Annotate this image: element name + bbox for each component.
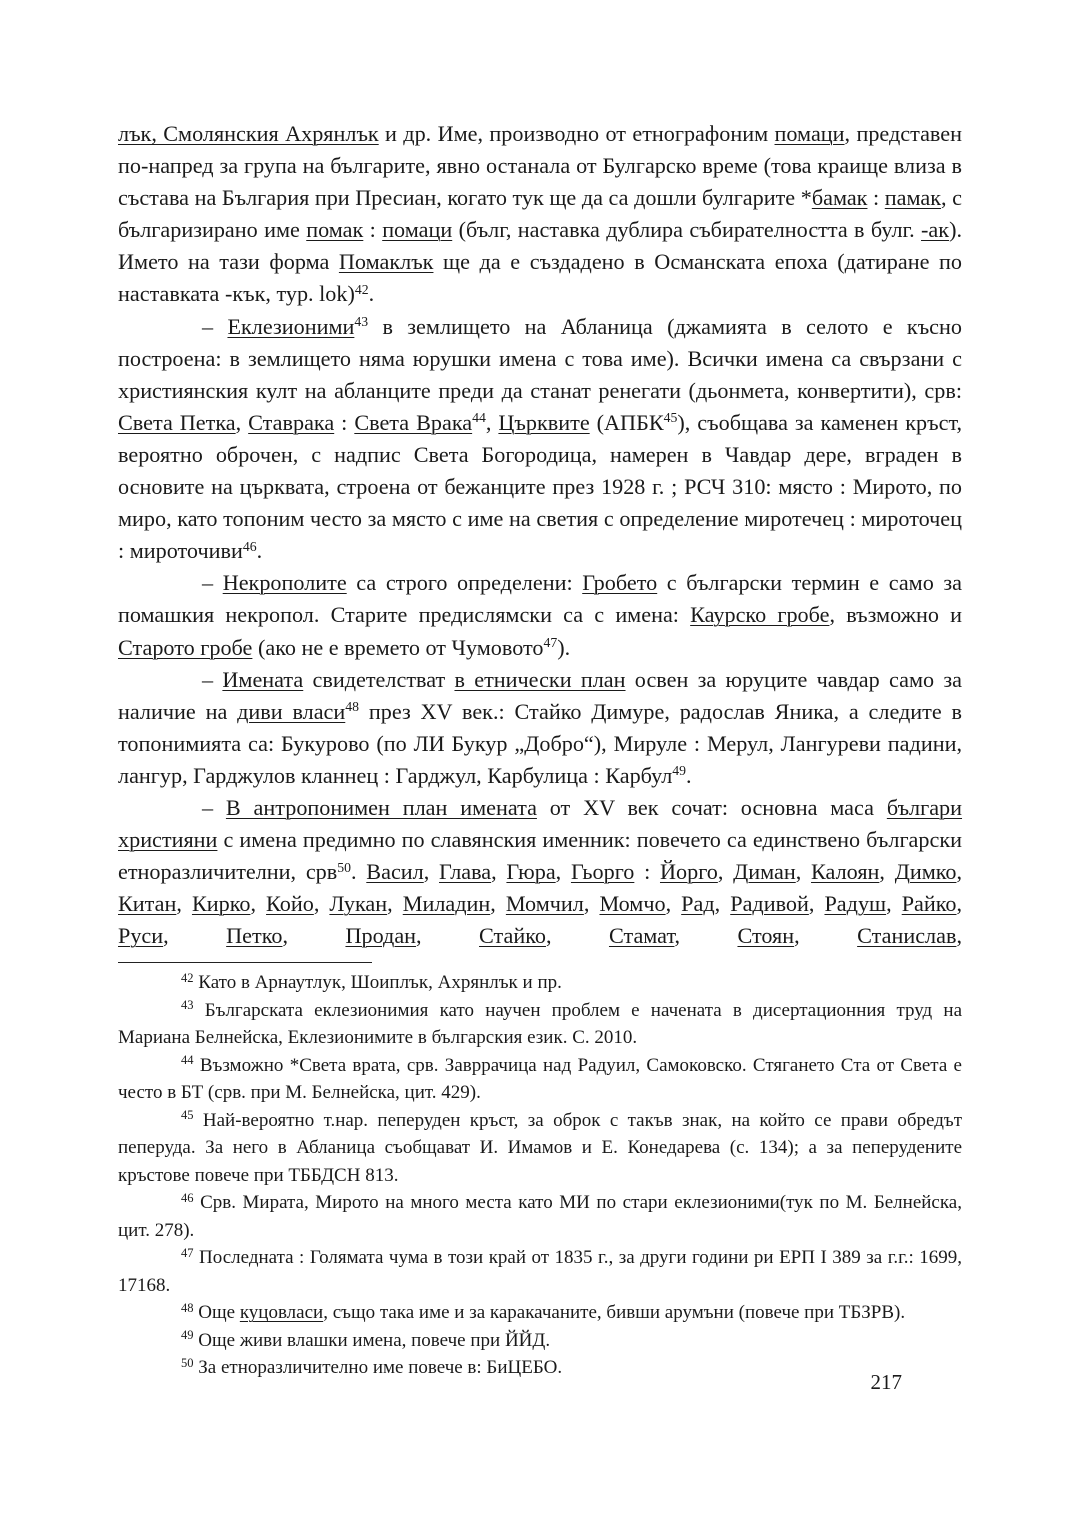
text-run: ще да е създадено в Османската епоха (датиране по наставката -кък, тур. lok) — [118, 249, 962, 307]
footnote-44 — [118, 1052, 962, 1107]
underlined-term: Света Врака — [354, 409, 473, 435]
name-separator: , — [313, 891, 330, 917]
personal-name: Йорго — [659, 859, 718, 885]
text-run: и др. Име, производно от етнографоним — [378, 121, 775, 146]
name-separator: , — [886, 891, 902, 917]
text-run: ). — [557, 634, 571, 660]
personal-name: Продан — [345, 923, 417, 949]
text-run: – — [202, 666, 223, 692]
text-run: : — [363, 217, 383, 243]
footnote-number: 48 — [181, 1300, 194, 1315]
personal-name: Момчил — [505, 891, 584, 917]
personal-name: Гюра — [506, 859, 556, 885]
name-separator: , — [583, 891, 600, 917]
name-separator: , — [163, 923, 227, 949]
footnote-43 — [118, 997, 962, 1052]
personal-name: Васил — [366, 859, 424, 885]
underlined-term: помаци — [774, 121, 845, 146]
footnote-ref[interactable]: 48 — [345, 699, 360, 715]
footnote-46 — [118, 1189, 962, 1244]
footnote-text: Възможно *Света врата, срв. Завррачица над Радуил, Самоковско. Стягането Ста от Света е често в БТ (срв. при М. Белнейска, цит. 429). — [118, 1054, 962, 1104]
footnote-text: Последната : Голямата чума в този край от 1835 г., за други години ри ЕРП I 389 за г.г.: 1699, 17168. — [118, 1247, 963, 1296]
page-content — [118, 118, 962, 1382]
underlined-term: В антропонимен план имената — [225, 794, 537, 820]
footnote-42 — [118, 969, 962, 997]
text-run: от XV век сочат: основна маса — [536, 794, 887, 820]
underlined-term: памак — [884, 185, 942, 211]
footnote-number: 47 — [181, 1245, 194, 1260]
text-run: . — [368, 281, 375, 307]
name-separator: , — [416, 923, 480, 949]
text-run: ), съобщава за каменен кръст, вероятно оброчен, с надпис Света Богородица, намерен в Чавдар дере, вграден в основите на църквата, строена от бежанците през 1928 г. ; РСЧ 310: място : Мирото, по миро, като топоним често за място с име на светия с определение миротечец : мироточец : мироточиви — [118, 409, 963, 564]
personal-name: Райко — [901, 891, 957, 917]
text-run: в землището на Абланица (джамията в селото е късно построена: в землището няма юрушки имена с това име). Всички имена са свързани с християнския култ на абланците преди да станат ренегати (дьонмета, конвертити), срв: — [118, 313, 962, 403]
footnote-47 — [118, 1244, 962, 1299]
name-separator: , — [956, 923, 962, 949]
footnote-ref[interactable]: 44 — [472, 410, 486, 426]
footnote-49 — [118, 1327, 962, 1355]
name-separator: , — [176, 891, 192, 917]
footnote-text: Срв. Мирата, Мирото на много места като МИ по стари еклезионими(тук по М. Белнейска, цит. 278). — [118, 1192, 962, 1241]
footnote-text: Най-вероятно т.нар. пеперуден кръст, за оброк с такъв знак, на който се прави обредът пеперуда. За него в Абланица съобщават И. Имамов и Е. Конедарева (с. 134); а за пеперудените кръстове повече при ТББДСН 813. — [118, 1109, 963, 1186]
footnote-text: За етноразличително име повече в: БиЦЕБО. — [198, 1357, 563, 1379]
underlined-term: Каурско гробе — [690, 602, 830, 628]
main-text — [118, 118, 962, 952]
text-run: (бълг, наставка дублира събирателността в булг. — [452, 217, 922, 243]
name-separator: , — [808, 891, 825, 917]
personal-name: Стамат — [608, 923, 675, 949]
text-run: (ако не е времето от Чумовото — [252, 634, 544, 660]
footnote-number: 43 — [181, 998, 194, 1013]
underlined-term: в етнически план — [454, 666, 626, 692]
personal-name: Китан — [118, 891, 177, 917]
personal-name: Кирко — [191, 891, 251, 917]
text-run: ). Името на тази форма — [118, 217, 962, 275]
text-run: : — [867, 185, 885, 211]
personal-name: Лукан — [329, 891, 388, 917]
footnote-number: 42 — [181, 970, 194, 985]
text-run: – — [202, 313, 228, 339]
personal-name: Калоян — [811, 859, 880, 885]
paragraph-eklezionimi — [118, 311, 962, 568]
underlined-term: българи християни — [118, 794, 963, 853]
text-run: , с българизирано име — [118, 185, 962, 243]
footnote-number: 44 — [181, 1053, 194, 1068]
footnote-divider — [118, 962, 372, 963]
underlined-term: Гробето — [582, 570, 658, 596]
text-run: с имена предимно по славянския именник: повечето са единствено български етноразличителни, срв — [118, 827, 962, 885]
underlined-term: диви власи — [237, 698, 346, 724]
personal-name: Глава — [439, 859, 492, 885]
underlined-term: Църквите — [498, 409, 590, 435]
paragraph-pomaci — [118, 118, 962, 311]
personal-name: Диман — [733, 859, 796, 885]
text-run: . — [686, 762, 692, 788]
text-run: – — [202, 794, 226, 820]
name-separator: , — [423, 859, 440, 885]
underlined-term: Старото гробе — [118, 634, 253, 660]
footnote-number: 49 — [181, 1328, 194, 1343]
text-run: са строго определени: — [346, 570, 583, 596]
footnote-ref[interactable]: 49 — [672, 763, 687, 779]
name-separator: , — [545, 923, 609, 949]
text-run: . — [351, 859, 367, 885]
footnote-50 — [118, 1354, 962, 1382]
footnote-number: 45 — [181, 1108, 194, 1123]
name-separator: , — [387, 891, 403, 917]
personal-name: Рад — [681, 891, 715, 917]
underlined-term: -ак — [921, 217, 950, 243]
personal-name: Момчо — [599, 891, 666, 917]
personal-name: Койо — [266, 891, 314, 917]
footnote-ref[interactable]: 43 — [354, 314, 369, 329]
text-run: , — [485, 409, 499, 435]
personal-name: Стоян — [737, 923, 795, 949]
name-separator: , — [879, 859, 895, 885]
name-separator: , — [665, 891, 682, 917]
text-run: освен за юруците чавдар само за наличие на — [118, 666, 963, 724]
personal-name: Руси — [118, 923, 164, 949]
footnote-text: Още — [198, 1302, 240, 1324]
footnote-text: , също така име и за каракачаните, бивши арумъни (повече при ТБЗРВ). — [323, 1302, 906, 1324]
name-separator: , — [794, 923, 858, 949]
name-separator: , — [714, 891, 731, 917]
footnote-ref[interactable]: 46 — [242, 538, 257, 554]
underlined-term: Света Петка — [118, 409, 236, 435]
footnote-45 — [118, 1107, 962, 1190]
paragraph-nekropoli — [118, 567, 962, 663]
paragraph-antroponimi — [118, 792, 962, 952]
personal-name: Радивой — [730, 891, 809, 917]
footnote-number: 50 — [181, 1355, 194, 1370]
footnote-text: Още живи влашки имена, повече при ЙЙД. — [198, 1329, 551, 1351]
footnote-ref[interactable]: 45 — [663, 410, 678, 426]
underlined-term: лък, Смолянския Ахрянлък — [118, 121, 379, 146]
personal-name: Петко — [226, 923, 283, 949]
paragraph-imenata — [118, 664, 962, 792]
name-separator: , — [490, 891, 506, 917]
page-number: 217 — [870, 1370, 902, 1394]
underlined-term: Имената — [222, 666, 304, 692]
name-separator: , — [956, 859, 963, 885]
name-separator: , — [674, 923, 738, 949]
footnote-ref[interactable]: 50 — [337, 859, 352, 875]
name-separator: , — [795, 859, 812, 885]
name-separator: , — [956, 891, 963, 917]
text-run: : — [334, 409, 355, 435]
personal-name: Стайко — [479, 923, 546, 949]
underlined-term: Некрополите — [222, 570, 347, 596]
personal-name: Радуш — [824, 891, 887, 917]
footnote-ref[interactable]: 47 — [543, 634, 558, 650]
footnote-ref[interactable]: 42 — [354, 281, 369, 297]
underlined-term: помаци — [382, 217, 453, 243]
text-run: , представен по-напред за група на българите, явно останала от Булгарско време (това краище влиза в състава на България при Пресиан, когато тук ще да са дошли булгарите * — [118, 121, 962, 211]
text-run: – — [202, 570, 223, 596]
footnotes — [118, 969, 962, 1382]
underlined-term: Ставрака — [248, 409, 335, 435]
text-run: през XV век.: Стайко Димуре, радослав Яника, а следите в топонимията са: Букурово (по ЛИ Букур „Добро“), Мируле : Мерул, Лангуреви падини, лангур, Гарджулов кланнец : Гарджул, Карбулица : Карбул — [118, 698, 963, 788]
text-run: свидетелстват — [303, 666, 455, 692]
name-separator: , — [555, 859, 571, 885]
footnote-48 — [118, 1299, 962, 1327]
text-run: . — [256, 538, 263, 564]
underlined-term: бамак — [811, 185, 868, 211]
name-separator: , — [717, 859, 734, 885]
text-run: с български термин е само за помашкия некропол. Старите предислямски са с имена: — [118, 570, 963, 628]
name-separator: : — [634, 859, 660, 885]
name-separator: , — [491, 859, 507, 885]
underlined-term: Помаклък — [338, 249, 434, 275]
footnote-number: 46 — [181, 1190, 194, 1205]
underlined-term: помак — [306, 217, 364, 243]
text-run: , възможно и — [829, 602, 962, 628]
underlined-term: Еклезионими — [227, 313, 355, 339]
footnote-text: Българската еклезионимия като научен проблем е начената в дисертационния труд на Мариана Белнейска, Еклезионимите в българския език. С. 2010. — [118, 999, 962, 1049]
personal-name: Станислав — [857, 923, 957, 949]
text-run: (АПБК — [589, 409, 664, 435]
footnote-text: Като в Арнаутлук, Шоиплък, Ахрянлък и пр. — [198, 972, 562, 994]
name-separator: , — [282, 923, 346, 949]
name-separator: , — [250, 891, 267, 917]
text-run: , — [235, 409, 249, 435]
underlined-term: куцовласи — [239, 1302, 324, 1324]
personal-name: Миладин — [402, 891, 491, 917]
personal-name: Гьорго — [570, 859, 635, 885]
personal-name: Димко — [894, 859, 957, 885]
